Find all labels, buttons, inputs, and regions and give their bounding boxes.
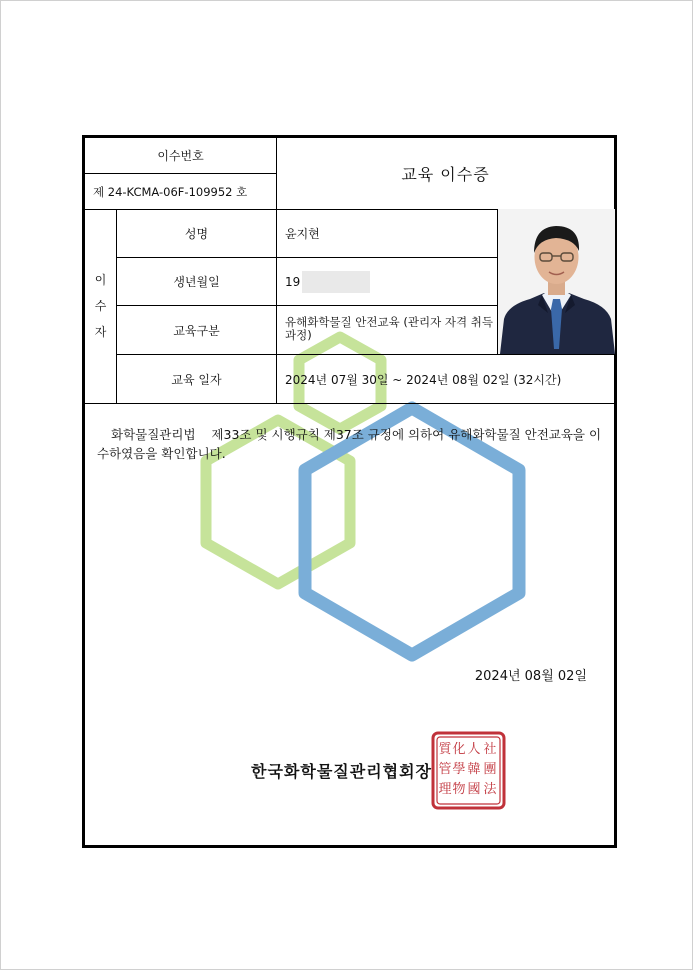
side-char-3: 자 (94, 325, 107, 339)
period-label: 교육 일자 (116, 354, 276, 403)
category-value: 유해화학물질 안전교육 (관리자 자격 취득과정) (276, 305, 497, 354)
name-label: 성명 (116, 209, 276, 257)
svg-text:物: 物 (452, 782, 466, 797)
page-title: 교육 이수증 (276, 138, 614, 209)
svg-text:管: 管 (438, 762, 452, 777)
svg-text:理: 理 (438, 782, 452, 797)
number-label: 이수번호 (157, 149, 204, 163)
issuer-name: 한국화학물질관리협회장 (251, 762, 433, 781)
category-label: 교육구분 (116, 305, 276, 354)
svg-text:學: 學 (452, 762, 466, 777)
number-value: 제 24-KCMA-06F-109952 호 (85, 173, 276, 209)
svg-text:韓: 韓 (467, 762, 481, 777)
svg-text:團: 團 (483, 762, 497, 777)
name-value: 윤지현 (276, 209, 497, 257)
svg-text:人: 人 (467, 742, 481, 757)
certificate (82, 135, 617, 848)
period-value: 2024년 07월 30일 ~ 2024년 08월 02일 (32시간) (276, 354, 614, 403)
birth-label: 생년월일 (116, 257, 276, 305)
svg-text:化: 化 (452, 742, 466, 757)
birth-value (276, 257, 497, 305)
svg-text:社: 社 (483, 742, 497, 757)
redaction-box (302, 271, 370, 293)
issue-date: 2024년 08월 02일 (474, 669, 587, 684)
side-char-1: 이 (94, 273, 107, 287)
birth-value-text: 19 (285, 274, 301, 289)
svg-text:國: 國 (467, 782, 481, 797)
svg-text:法: 法 (483, 782, 497, 797)
official-seal (431, 731, 506, 810)
svg-text:質: 質 (438, 742, 452, 757)
certification-statement: 화학물질관리법 제33조 및 시행규칙 제37조 규정에 의하여 유해화학물질 안전교육을 이수하였음을 확인합니다. (97, 427, 602, 461)
recipient-side-label (85, 209, 116, 403)
recipient-photo (497, 209, 615, 354)
side-char-2: 수 (94, 299, 107, 313)
